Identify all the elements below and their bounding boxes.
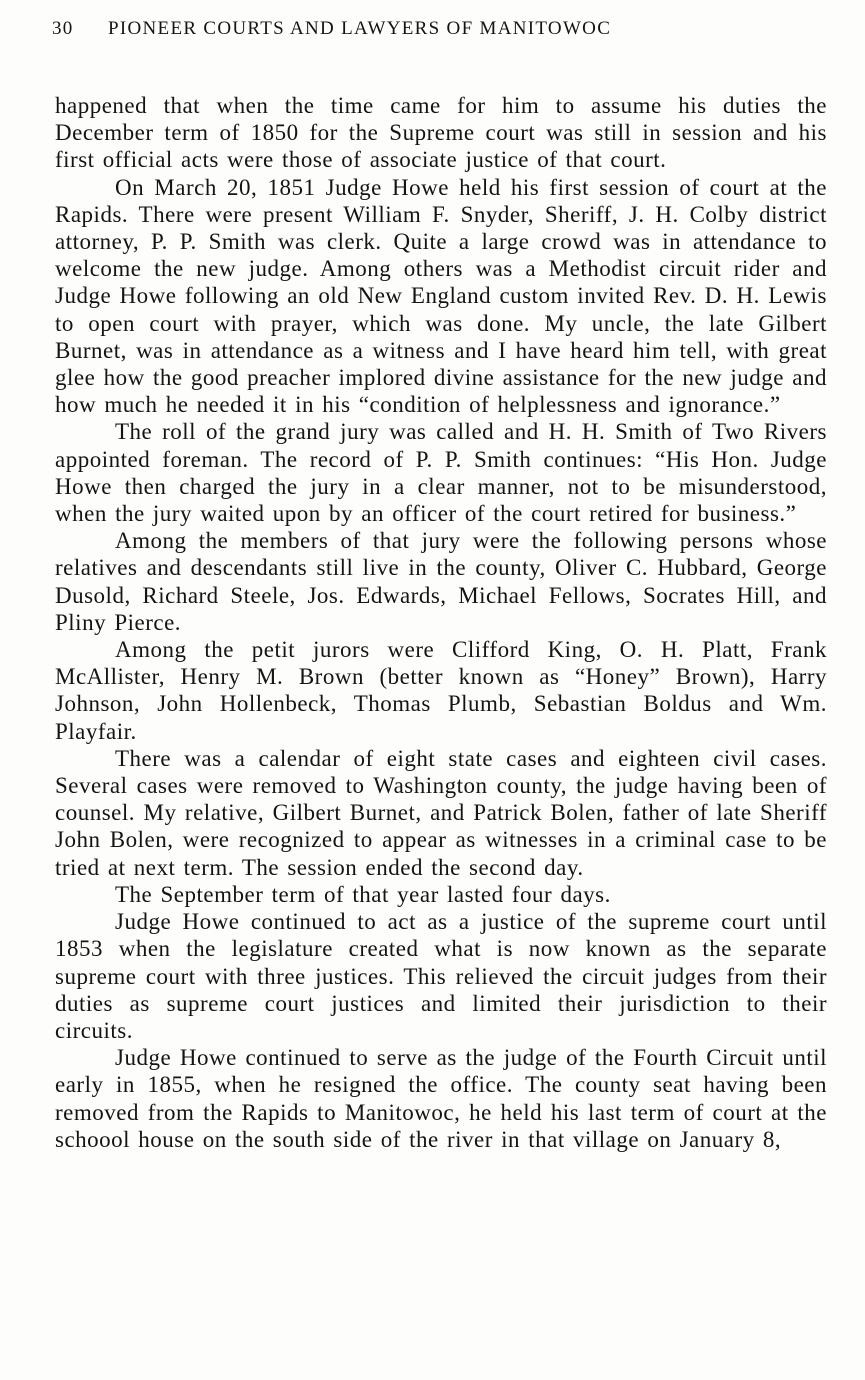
paragraph-september-term: The September term of that year lasted four days.: [115, 881, 611, 907]
paragraph-supreme-court: Judge Howe continued to act as a justice of the supreme court until 1853 when the legislature created what is now known as the separate supreme court with three justices. This relieved the circuit judges from their duties as supreme court justices and limited their jurisdiction to their circuits.: [55, 909, 827, 1043]
paragraph-continued: happened that when the time came for him to assume his duties the December term of 1850 for the Supreme court was still in session and his first official acts were those of associate justice of that court.: [55, 93, 827, 173]
paragraph-calendar: There was a calendar of eight state cases and eighteen civil cases. Several cases were removed to Washington county, the judge having been of counsel. My relative, Gilbert Burnet, and Patrick Bolen, father of late Sheriff John Bolen, were recognized to appear as witnesses in a criminal case to be tried at next term. The session ended the second day.: [55, 745, 827, 880]
paragraph-jury-members: Among the members of that jury were the following persons whose relatives and descendants still live in the county, Oliver C. Hubbard, George Dusold, Richard Steele, Jos. Edwards, Michael Fellows, Socrates Hill, and Pliny Pierce.: [55, 528, 827, 635]
running-head: [52, 18, 832, 40]
body-text: [55, 92, 827, 1153]
paragraph-petit-jurors: Among the petit jurors were Clifford King, O. H. Platt, Frank McAllister, Henry M. Brown (better known as “Honey” Brown), Harry Johnson, John Hollenbeck, Thomas Plumb, Sebastian Boldus and Wm. Playfair.: [55, 637, 827, 744]
paragraph-fourth-circuit: Judge Howe continued to serve as the judge of the Fourth Circuit until early in 1855, when he resigned the office. The county seat having been removed from the Rapids to Manitowoc, he held his last term of court at the schoool house on the south side of the river in that village on January 8,: [55, 1045, 827, 1152]
paragraph-first-session: On March 20, 1851 Judge Howe held his first session of court at the Rapids. There were present William F. Snyder, Sheriff, J. H. Colby district attorney, P. P. Smith was clerk. Quite a large crowd was in attendance to welcome the new judge. Among others was a Methodist circuit rider and Judge Howe following an old New England custom invited Rev. D. H. Lewis to open court with prayer, which was done. My uncle, the late Gilbert Burnet, was in attendance as a witness and I have heard him tell, with great glee how the good preacher implored divine assistance for the new judge and how much he needed it in his “condition of helplessness and ignorance.”: [55, 174, 827, 418]
running-title: PIONEER COURTS AND LAWYERS OF MANITOWOC: [108, 18, 612, 39]
page-number: 30: [52, 18, 74, 39]
paragraph-grand-jury: The roll of the grand jury was called and H. H. Smith of Two Rivers appointed foreman. The record of P. P. Smith continues: “His Hon. Judge Howe then charged the jury in a clear manner, not to be misunderstood, when the jury waited upon by an officer of the court retired for business.”: [55, 419, 827, 527]
